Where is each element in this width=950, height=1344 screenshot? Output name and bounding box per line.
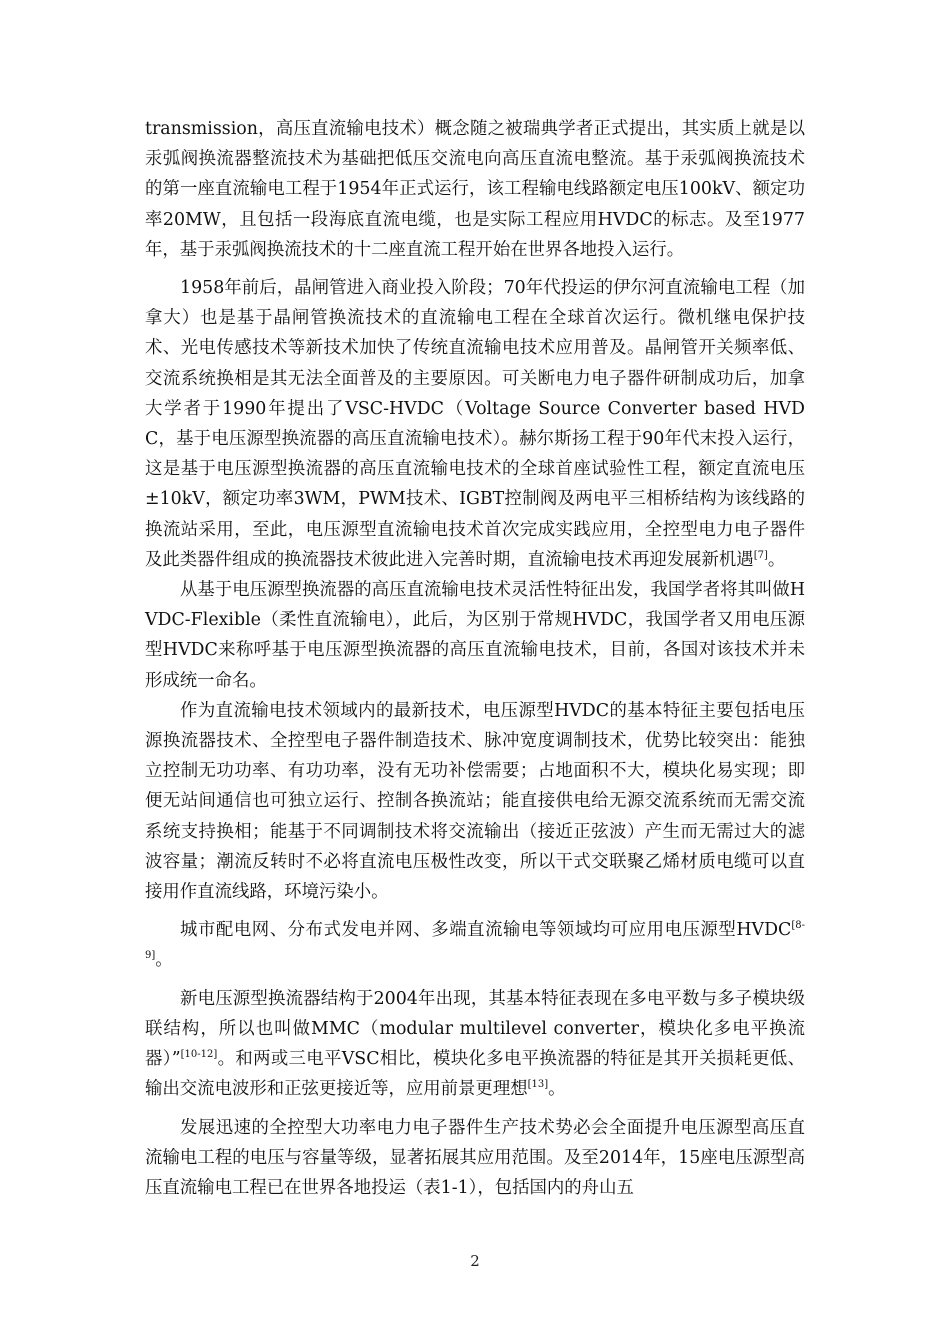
paragraph-text: 。 [155, 950, 173, 971]
paragraph-2 [145, 273, 805, 575]
paragraph-text: 发展迅速的全控型大功率电力电子器件生产技术势必会全面提升电压源型高压直流输电工程的电压与容量等级，显著拓展其应用范围。及至2014年，15座电压源型高压直流输电工程已在世界各地投运（表1-1），包括国内的舟山五 [145, 1117, 805, 1198]
citation-ref: [10-12] [180, 1049, 218, 1061]
paragraph-3 [145, 575, 805, 696]
citation-ref: [7] [753, 550, 768, 562]
paragraph-5 [145, 915, 805, 975]
citation-ref: [8-9] [145, 920, 805, 962]
paragraph-text: 作为直流输电技术领域内的最新技术，电压源型HVDC的基本特征主要包括电压源换流器技术、全控型电子器件制造技术、脉冲宽度调制技术，优势比较突出：能独立控制无功功率、有功功率，没有无功补偿需要；占地面积不大，模块化易实现；即便无站间通信也可独立运行、控制各换流站；能直接供电给无源交流系统而无需交流系统支持换相；能基于不同调制技术将交流输出（接近正弦波）产生而无需过大的滤波容量；潮流反转时不必将直流电压极性改变，所以干式交联聚乙烯材质电缆可以直接用作直流线路，环境污染小。 [145, 700, 805, 903]
paragraph-6 [145, 984, 805, 1105]
paragraph-text: 。 [548, 1079, 566, 1100]
paragraph-7 [145, 1113, 805, 1204]
page-number: 2 [470, 1252, 480, 1270]
paragraph-text: 。 [767, 549, 786, 570]
paragraph-text: 。和两或三电平VSC相比，模块化多电平换流器的特征是其开关损耗更低、输出交流电波形和正弦更接近等，应用前景更理想 [145, 1049, 805, 1100]
paragraph-text: 1958年前后，晶闸管进入商业投入阶段；70年代投运的伊尔河直流输电工程（加拿大）也是基于晶闸管换流技术的直流输电工程在全球首次运行。微机继电保护技术、光电传感技术等新技术加快了传统直流输电技术应用普及。晶闸管开关频率低、交流系统换相是其无法全面普及的主要原因。可关断电力电子器件研制成功后，加拿大学者于1990年提出了VSC-HVDC（Voltage Source Converter based HVDC，基于电压源型换流器的高压直流输电技术）。赫尔斯扬工程于90年代末投入运行，这是基于电压源型换流器的高压直流输电技术的全球首座试验性工程，额定直流电压±10kV，额定功率3WM，PWM技术、IGBT控制阀及两电平三相桥结构为该线路的换流站采用，至此，电压源型直流输电技术首次完成实践应用，全控型电力电子器件及此类器件组成的换流器技术彼此进入完善时期，直流输电技术再迎发展新机遇 [145, 278, 805, 570]
body-text [145, 114, 805, 1203]
paragraph-4 [145, 696, 805, 907]
citation-ref: [13] [527, 1079, 549, 1091]
paragraph-1 [145, 114, 805, 265]
paragraph-text: transmission，高压直流输电技术）概念随之被瑞典学者正式提出，其实质上就是以汞弧阀换流器整流技术为基础把低压交流电向高压直流电整流。基于汞弧阀换流技术的第一座直流输电工程于1954年正式运行，该工程输电线路额定电压100kV、额定功率20MW，且包括一段海底直流电缆，也是实际工程应用HVDC的标志。及至1977年，基于汞弧阀换流技术的十二座直流工程开始在世界各地投入运行。 [145, 119, 805, 260]
paragraph-text: 从基于电压源型换流器的高压直流输电技术灵活性特征出发，我国学者将其叫做HVDC-Flexible（柔性直流输电），此后，为区别于常规HVDC，我国学者又用电压源型HVDC来称呼基于电压源型换流器的高压直流输电技术，目前，各国对该技术并未形成统一命名。 [145, 580, 805, 691]
paragraph-text: 城市配电网、分布式发电并网、多端直流输电等领域均可应用电压源型HVDC [180, 920, 792, 941]
paragraph-text: 新电压源型换流器结构于2004年出现，其基本特征表现在多电平数与多子模块级联结构，所以也叫做MMC（modular multilevel converter，模块化多电平换流器）” [145, 988, 805, 1070]
